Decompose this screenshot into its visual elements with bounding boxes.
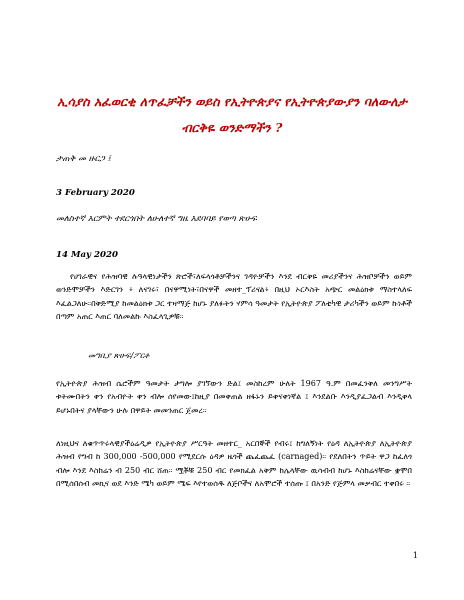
paragraph-intro: የሀገራዊና የሕዝባዊ ሉዓላዊነታችን ጽሮች፣ለፍላጎቶቻችንና ገዳዮቻችን እንደ ብርቅዬ መሪያችንና ሕዝቦቻችን ወይም ወንድሞቻችን እድርገን ፥ ለናገሩ፣ በናዋሚነት፣በናዋች መዘተ_ፕሪናል፥ በዚህ ኦርእስት አጭር መልዕክቱ ማስተላለፍ እፈልጋለሁ።በቅድሚያ ከመልዕክቱ ጋር ተዛማጅ ከሆኑ ያለፉትን ሃምሳ ዓመታት የኢትዮጵያ ፖለቲካዊ ታሪካችን ወይም ኩነቶች በጣም አጠር እጠር ባለመልኩ እስፈላጊዎቹ። bbox=[56, 272, 412, 322]
page-number: 1 bbox=[412, 551, 418, 560]
document-title-line-2: ብርቅዬ ወንድማችን ? bbox=[181, 120, 283, 135]
date-first: 3 February 2020 bbox=[56, 188, 135, 198]
paragraph-massacre: ለነዚህና ለቁጥጥሩላዊያችዕሬዲዎ የኢትዮጵያ ሥርዓት መዘተር_ አርበኞች የብሩ፤ ከግለኝነት የዕዳ ለኢትዮጵያ ለኢትዮጵያ ሕዝብ የግብ ከ 300,000 -500,000 የሚደርሱ ዕዳዎ ዜጎች ጨፈጨፈ (carnaged)። የደለበትን ጥይት ዋጋ ከፈለጎ ብሎ እንደ እስከሬን ብ 250 ብር ሸጠ። ሟቾቹ 250 ብር የመክፈል አቅም ከሌላቸው ዉሳብብ ከሆኑ እስከሬናቸው ቋሞበ በሚሰበሰብ መኪና ወደ እንድ ሜካ ወይም ሜፍ እየተወሰዱ ለጅቦችና ለአሞሮች ተሰጡ ፤ በአንድ የጅምላ መቃብር ተቀበሩ ። bbox=[56, 439, 412, 489]
section-subheading: መግቢያ ጽሁፍ/ፖርቶ bbox=[88, 351, 150, 360]
address-line: መለስተኛ እርምት ተደርጎበት ለሁለተኛ ግዜ እደባባይ የወጣ ጽሁፍ bbox=[56, 214, 257, 224]
date-second: 14 May 2020 bbox=[56, 250, 118, 260]
document-title-line-1: ኢሳያስ አፈወርቂ ለጥፈቻችን ወይስ የኢትዮጵያና የኢትዮጵያውያን ባለውለታ bbox=[57, 94, 407, 109]
paragraph-history: የኢትዮጵያ ሕዝብ ሴሮችም ዓመታት ታግሎ ያገኘውን ድል፤ መስከረም ሁለት 1967 ዓ.ም በመፈንቅለ መንግሥት ቱትሙበትን ቀን የአብዮት ቀን ብሎ ሰየመው፤ከዚያ በመቀጠል ዘፋኑን ይቀናቀነኛል ፤ እንደልቡ እንዲያፈጋልብ እንዲቀላ ይሆኑበትና ያላቸውን ሁሉ በዋይት መመንጠር ጀመረ። bbox=[56, 379, 412, 415]
author-line: ታጠቅ መ ዙርጋ ፤ bbox=[56, 154, 111, 164]
